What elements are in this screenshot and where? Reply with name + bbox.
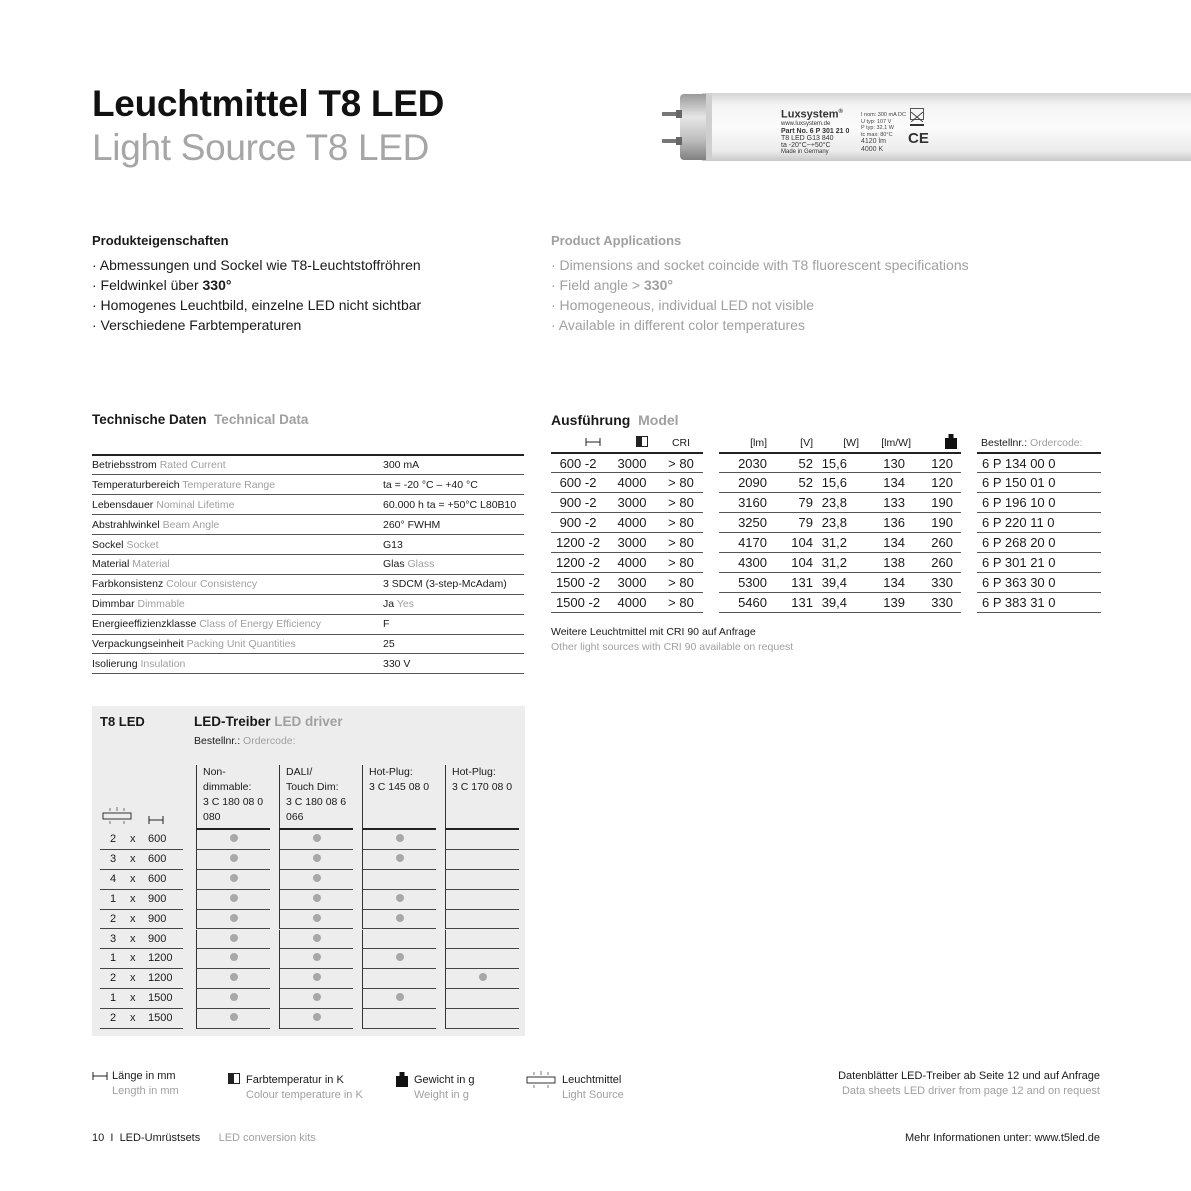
driver-column-header: Hot-Plug: 3 C 145 08 0 (362, 765, 436, 830)
driver-row: 2 x 900 (92, 910, 525, 930)
compatibility-cell (445, 1009, 519, 1029)
compatibility-cell (445, 850, 519, 870)
weight-icon (911, 433, 961, 453)
model-row: 1200 -2 3000 > 80 4170 104 31,2 134 260 6 P 268 20 0 (551, 533, 1101, 553)
compatible-dot (313, 993, 321, 1001)
driver-row: 1 x 900 (92, 890, 525, 910)
compatibility-cell (279, 890, 353, 910)
compatible-dot (230, 834, 238, 842)
compatibility-cell (279, 870, 353, 890)
tech-row: Sockel Socket G13 (92, 535, 524, 555)
compatibility-cell (362, 830, 436, 850)
compatibility-cell (279, 989, 353, 1009)
compatibility-cell (196, 969, 270, 989)
tube-spec3: P typ: 32.1 W (861, 125, 894, 131)
compatible-dot (396, 854, 404, 862)
page-number: 10 (92, 1132, 105, 1144)
length-icon (92, 1072, 108, 1080)
compatible-dot (230, 914, 238, 922)
legend-weight: Gewicht in g Weight in g (396, 1073, 475, 1103)
compatibility-cell (362, 989, 436, 1009)
model-heading: Ausführung Model (551, 412, 679, 428)
compatible-dot (396, 953, 404, 961)
driver-column-header: DALI/ Touch Dim: 3 C 180 08 6 066 (279, 765, 353, 830)
compatible-dot (313, 1013, 321, 1021)
driver-left-title: T8 LED (100, 714, 145, 729)
w-header: [W] (813, 433, 859, 453)
page-title: Leuchtmittel T8 LED (92, 83, 444, 124)
footer-more-info[interactable]: Mehr Informationen unter: www.t5led.de (904, 1132, 1100, 1144)
compatible-dot (230, 953, 238, 961)
compatible-dot (313, 854, 321, 862)
weee-bar-icon (910, 124, 924, 126)
compatibility-cell (445, 989, 519, 1009)
tube-brand: Luxsystem (781, 108, 839, 121)
compatibility-cell (445, 910, 519, 930)
legend-colour-temp: Farbtemperatur in K Colour temperature in K (228, 1073, 363, 1103)
compatibility-cell (445, 969, 519, 989)
ce-mark-icon: CE (908, 130, 929, 147)
colour-temp-icon (605, 433, 659, 453)
tube-k: 4000 K (861, 146, 884, 153)
tube-line3: T8 LED G13 840 (781, 134, 834, 142)
property-item: · Available in different color temperatures (551, 317, 805, 333)
tech-row: Verpackungseinheit Packing Unit Quantities 25 (92, 634, 524, 654)
lmw-header: [lm/W] (859, 433, 911, 453)
tech-row: Betriebsstrom Rated Current 300 mA (92, 455, 524, 475)
driver-ordercode-label: Bestellnr.: Ordercode: (194, 735, 296, 747)
tech-row: Dimmbar Dimmable Ja Yes (92, 594, 524, 614)
tech-row: Lebensdauer Nominal Lifetime 60.000 h ta = +50°C L80B10 (92, 495, 524, 515)
weee-bin-icon (910, 108, 924, 120)
driver-row: 2 x 1500 (92, 1009, 525, 1029)
tube-spec4: tc max: 80°C (861, 131, 893, 138)
tube-reg: ® (838, 109, 843, 115)
property-item: · Verschiedene Farbtemperaturen (92, 317, 302, 333)
tech-row: Material Material Glas Glass (92, 554, 524, 574)
property-item: · Abmessungen und Sockel wie T8-Leuchtstoffröhren (92, 257, 421, 273)
model-table (551, 433, 1101, 613)
driver-row: 1 x 1200 (92, 949, 525, 969)
length-icon (148, 811, 164, 829)
driver-title: LED-Treiber LED driver (194, 714, 343, 729)
compatible-dot (230, 894, 238, 902)
driver-column-header: Hot-Plug: 3 C 170 08 0 (445, 765, 519, 830)
compatible-dot (313, 874, 321, 882)
page-subtitle: Light Source T8 LED (92, 127, 430, 168)
compatible-dot (230, 993, 238, 1001)
tech-table (92, 454, 524, 674)
properties-list-de (92, 255, 421, 335)
compatibility-cell (196, 870, 270, 890)
compatible-dot (396, 993, 404, 1001)
colour-temp-icon (228, 1073, 240, 1084)
tech-row: Energieeffizienzklasse Class of Energy Efficiency F (92, 614, 524, 634)
compatible-dot (313, 934, 321, 942)
model-note: Weitere Leuchtmittel mit CRI 90 auf Anfrage Other light sources with CRI 90 available on request (551, 626, 794, 653)
compatible-dot (313, 973, 321, 981)
properties-heading-en: Product Applications (551, 233, 682, 248)
driver-row: 4 x 600 (92, 870, 525, 890)
model-row: 900 -2 4000 > 80 3250 79 23,8 136 190 6 P 220 11 0 (551, 513, 1101, 533)
compatibility-cell (362, 910, 436, 930)
compatibility-cell (279, 850, 353, 870)
weight-icon (396, 1072, 408, 1087)
compatible-dot (230, 934, 238, 942)
legend-length: Länge in mm Length in mm (92, 1069, 179, 1099)
compatible-dot (396, 894, 404, 902)
model-row: 1500 -2 4000 > 80 5460 131 39,4 139 330 6 P 383 31 0 (551, 592, 1101, 612)
tube-made: Made in Germany (781, 148, 829, 155)
ordercode-header: Bestellnr.: Ordercode: (977, 433, 1101, 453)
tech-row: Isolierung Insulation 330 V (92, 654, 524, 674)
property-item: · Field angle > 330° (551, 277, 673, 293)
properties-heading-de: Produkteigenschaften (92, 233, 229, 248)
compatible-dot (230, 854, 238, 862)
tube-line4: ta -20°C~+50°C (781, 141, 831, 149)
driver-row: 1 x 1500 (92, 989, 525, 1009)
compatible-dot (313, 914, 321, 922)
legend-light-source: Leuchtmittel Light Source (526, 1073, 624, 1103)
compatible-dot (396, 914, 404, 922)
compatibility-cell (279, 969, 353, 989)
property-item: · Homogeneous, individual LED not visible (551, 297, 815, 313)
compatible-dot (313, 953, 321, 961)
compatibility-cell (445, 930, 519, 950)
compatibility-cell (196, 850, 270, 870)
tube-image (662, 86, 1191, 168)
compatible-dot (479, 973, 487, 981)
compatibility-cell (362, 1009, 436, 1029)
legend-datasheets: Datenblätter LED-Treiber ab Seite 12 und auf Anfrage Data sheets LED driver from page 12 and on request (838, 1070, 1100, 1097)
tech-row: Abstrahlwinkel Beam Angle 260° FWHM (92, 515, 524, 535)
footer-section-de: LED-Umrüstsets (119, 1132, 201, 1144)
tube-lm: 4120 lm (861, 138, 886, 145)
compatibility-cell (196, 949, 270, 969)
footer-separator: I (110, 1132, 114, 1144)
driver-column-header: Non- dimmable: 3 C 180 08 0 080 (196, 765, 270, 830)
lm-header: [lm] (719, 433, 767, 453)
properties-list-en (551, 255, 969, 335)
cri-header: CRI (659, 433, 703, 453)
compatibility-cell (362, 949, 436, 969)
property-item: · Dimensions and socket coincide with T8 fluorescent specifications (551, 257, 969, 273)
compatibility-cell (279, 830, 353, 850)
compatibility-cell (362, 890, 436, 910)
compatibility-cell (279, 949, 353, 969)
driver-box (92, 706, 525, 1036)
model-row: 900 -2 3000 > 80 3160 79 23,8 133 190 6 P 196 10 0 (551, 493, 1101, 513)
compatibility-cell (196, 1009, 270, 1029)
compatibility-cell (362, 969, 436, 989)
driver-row: 3 x 600 (92, 850, 525, 870)
model-row: 1500 -2 3000 > 80 5300 131 39,4 134 330 6 P 363 30 0 (551, 572, 1101, 592)
compatible-dot (313, 834, 321, 842)
compatibility-cell (445, 949, 519, 969)
compatibility-cell (279, 910, 353, 930)
tech-row: Temperaturbereich Temperature Range ta = -20 °C – +40 °C (92, 475, 524, 495)
compatibility-cell (362, 850, 436, 870)
property-item: · Homogenes Leuchtbild, einzelne LED nicht sichtbar (92, 297, 422, 313)
compatible-dot (230, 973, 238, 981)
compatibility-cell (279, 930, 353, 950)
light-source-icon (102, 807, 132, 830)
model-row: 1200 -2 4000 > 80 4300 104 31,2 138 260 6 P 301 21 0 (551, 552, 1101, 572)
compatibility-cell (196, 910, 270, 930)
driver-row: 2 x 600 (92, 830, 525, 850)
property-item: · Feldwinkel über 330° (92, 277, 232, 293)
tube-part: Part No. 6 P 301 21 0 (781, 127, 850, 135)
compatibility-cell (196, 830, 270, 850)
tube-spec1: I nom: 300 mA DC (861, 112, 906, 118)
footer-section-en: LED conversion kits (218, 1132, 316, 1144)
compatibility-cell (445, 890, 519, 910)
compatibility-cell (279, 1009, 353, 1029)
compatible-dot (230, 1013, 238, 1021)
v-header: [V] (767, 433, 813, 453)
tube-web: www.luxsystem.de (781, 120, 831, 127)
compatibility-cell (362, 930, 436, 950)
compatibility-cell (445, 870, 519, 890)
driver-row: 3 x 900 (92, 930, 525, 950)
compatibility-cell (196, 890, 270, 910)
compatibility-cell (362, 870, 436, 890)
tech-heading: Technische Daten Technical Data (92, 412, 309, 427)
compatible-dot (396, 834, 404, 842)
model-row: 600 -2 3000 > 80 2030 52 15,6 130 120 6 P 134 00 0 (551, 453, 1101, 473)
light-source-icon (526, 1071, 556, 1089)
footer-left (92, 1132, 316, 1144)
compatible-dot (230, 874, 238, 882)
compatibility-cell (196, 930, 270, 950)
tube-spec2: U typ: 107 V (861, 118, 892, 125)
length-icon (551, 433, 605, 453)
compatibility-cell (196, 989, 270, 1009)
compatible-dot (313, 894, 321, 902)
driver-row: 2 x 1200 (92, 969, 525, 989)
compatibility-cell (445, 830, 519, 850)
model-row: 600 -2 4000 > 80 2090 52 15,6 134 120 6 P 150 01 0 (551, 473, 1101, 493)
tech-row: Farbkonsistenz Colour Consistency 3 SDCM (3-step-McAdam) (92, 574, 524, 594)
